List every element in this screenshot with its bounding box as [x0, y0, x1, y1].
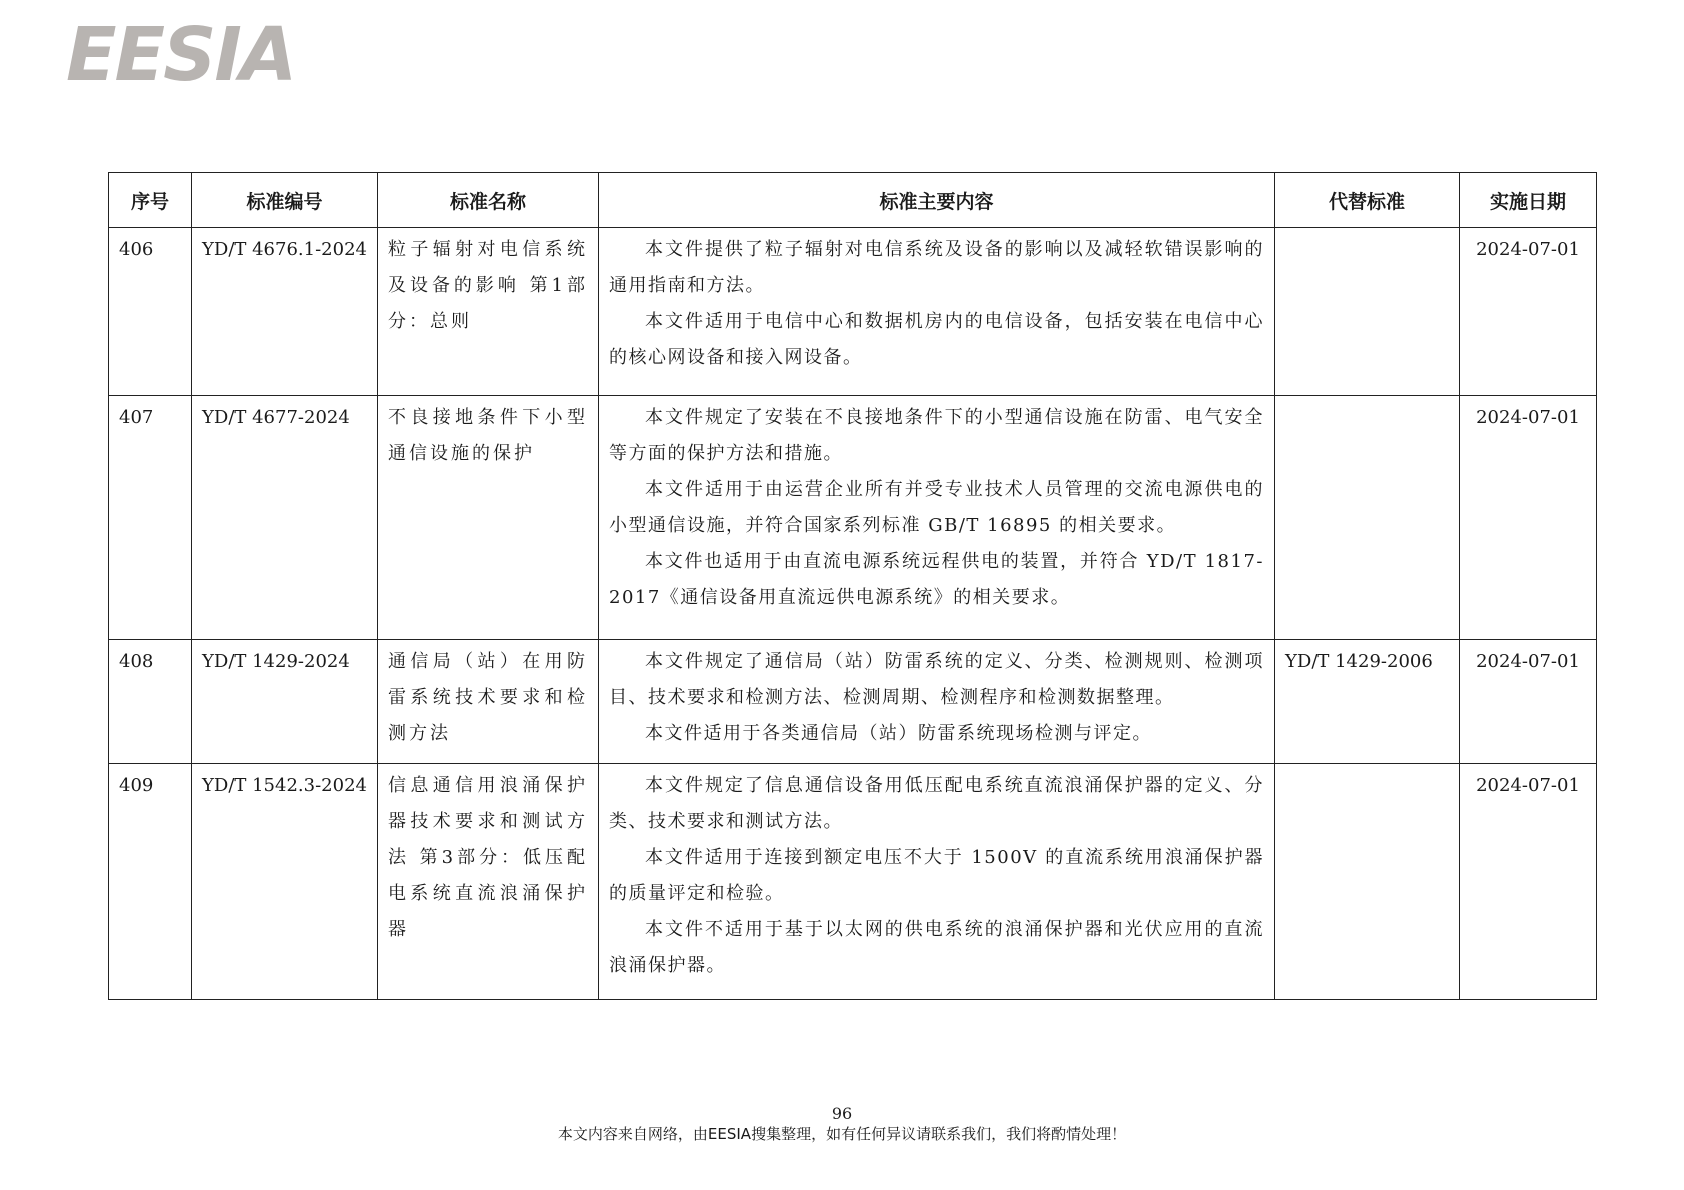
table-row [109, 640, 1597, 764]
row-code: YD/T 1429-2024 [192, 640, 378, 764]
row-date: 2024-07-01 [1460, 396, 1597, 640]
row-seq: 406 [109, 228, 192, 396]
row-code: YD/T 1542.3-2024 [192, 764, 378, 1000]
row-name: 不良接地条件下小型通信设施的保护 [378, 396, 599, 640]
row-replaced: YD/T 1429-2006 [1275, 640, 1460, 764]
header-date: 实施日期 [1460, 173, 1597, 228]
content-paragraph: 本文件适用于由运营企业所有并受专业技术人员管理的交流电源供电的小型通信设施，并符合国家系列标准 GB/T 16895 的相关要求。 [609, 479, 1264, 536]
row-content [599, 396, 1275, 640]
row-content [599, 764, 1275, 1000]
row-seq: 409 [109, 764, 192, 1000]
header-code: 标准编号 [192, 173, 378, 228]
row-code: YD/T 4677-2024 [192, 396, 378, 640]
page-number: 96 [831, 1104, 853, 1123]
content-paragraph: 本文件适用于各类通信局（站）防雷系统现场检测与评定。 [645, 723, 1152, 744]
content-paragraph: 本文件适用于电信中心和数据机房内的电信设备，包括安装在电信中心的核心网设备和接入网设备。 [609, 311, 1264, 368]
content-paragraph: 本文件规定了通信局（站）防雷系统的定义、分类、检测规则、检测项目、技术要求和检测方法、检测周期、检测程序和检测数据整理。 [609, 651, 1264, 708]
table-header-row [109, 173, 1597, 228]
row-content [599, 640, 1275, 764]
row-content [599, 228, 1275, 396]
content-paragraph: 本文件适用于连接到额定电压不大于 1500V 的直流系统用浪涌保护器的质量评定和检验。 [609, 847, 1264, 904]
row-replaced [1275, 396, 1460, 640]
row-seq: 407 [109, 396, 192, 640]
table-row [109, 228, 1597, 396]
content-paragraph: 本文件规定了信息通信设备用低压配电系统直流浪涌保护器的定义、分类、技术要求和测试方法。 [609, 775, 1264, 832]
header-seq: 序号 [109, 173, 192, 228]
eesia-logo: EESIA [66, 12, 296, 98]
row-replaced [1275, 228, 1460, 396]
header-replaced: 代替标准 [1275, 173, 1460, 228]
row-name: 通信局（站）在用防雷系统技术要求和检测方法 [378, 640, 599, 764]
row-seq: 408 [109, 640, 192, 764]
content-paragraph: 本文件规定了安装在不良接地条件下的小型通信设施在防雷、电气安全等方面的保护方法和措施。 [609, 407, 1264, 464]
row-date: 2024-07-01 [1460, 764, 1597, 1000]
header-name: 标准名称 [378, 173, 599, 228]
row-name: 信息通信用浪涌保护器技术要求和测试方法 第3部分：低压配电系统直流浪涌保护器 [378, 764, 599, 1000]
footer-note: 本文内容来自网络，由EESIA搜集整理，如有任何异议请联系我们，我们将酌情处理！ [557, 1125, 1127, 1143]
row-date: 2024-07-01 [1460, 640, 1597, 764]
content-paragraph: 本文件提供了粒子辐射对电信系统及设备的影响以及减轻软错误影响的通用指南和方法。 [609, 239, 1264, 296]
table-row [109, 396, 1597, 640]
row-code: YD/T 4676.1-2024 [192, 228, 378, 396]
content-paragraph: 本文件不适用于基于以太网的供电系统的浪涌保护器和光伏应用的直流浪涌保护器。 [609, 919, 1264, 976]
header-content: 标准主要内容 [599, 173, 1275, 228]
row-name: 粒子辐射对电信系统及设备的影响 第1部分：总则 [378, 228, 599, 396]
row-date: 2024-07-01 [1460, 228, 1597, 396]
table-row [109, 764, 1597, 1000]
content-paragraph: 本文件也适用于由直流电源系统远程供电的装置，并符合 YD/T 1817-2017《通信设备用直流远供电源系统》的相关要求。 [609, 551, 1264, 608]
standards-table [108, 172, 1597, 1000]
row-replaced [1275, 764, 1460, 1000]
